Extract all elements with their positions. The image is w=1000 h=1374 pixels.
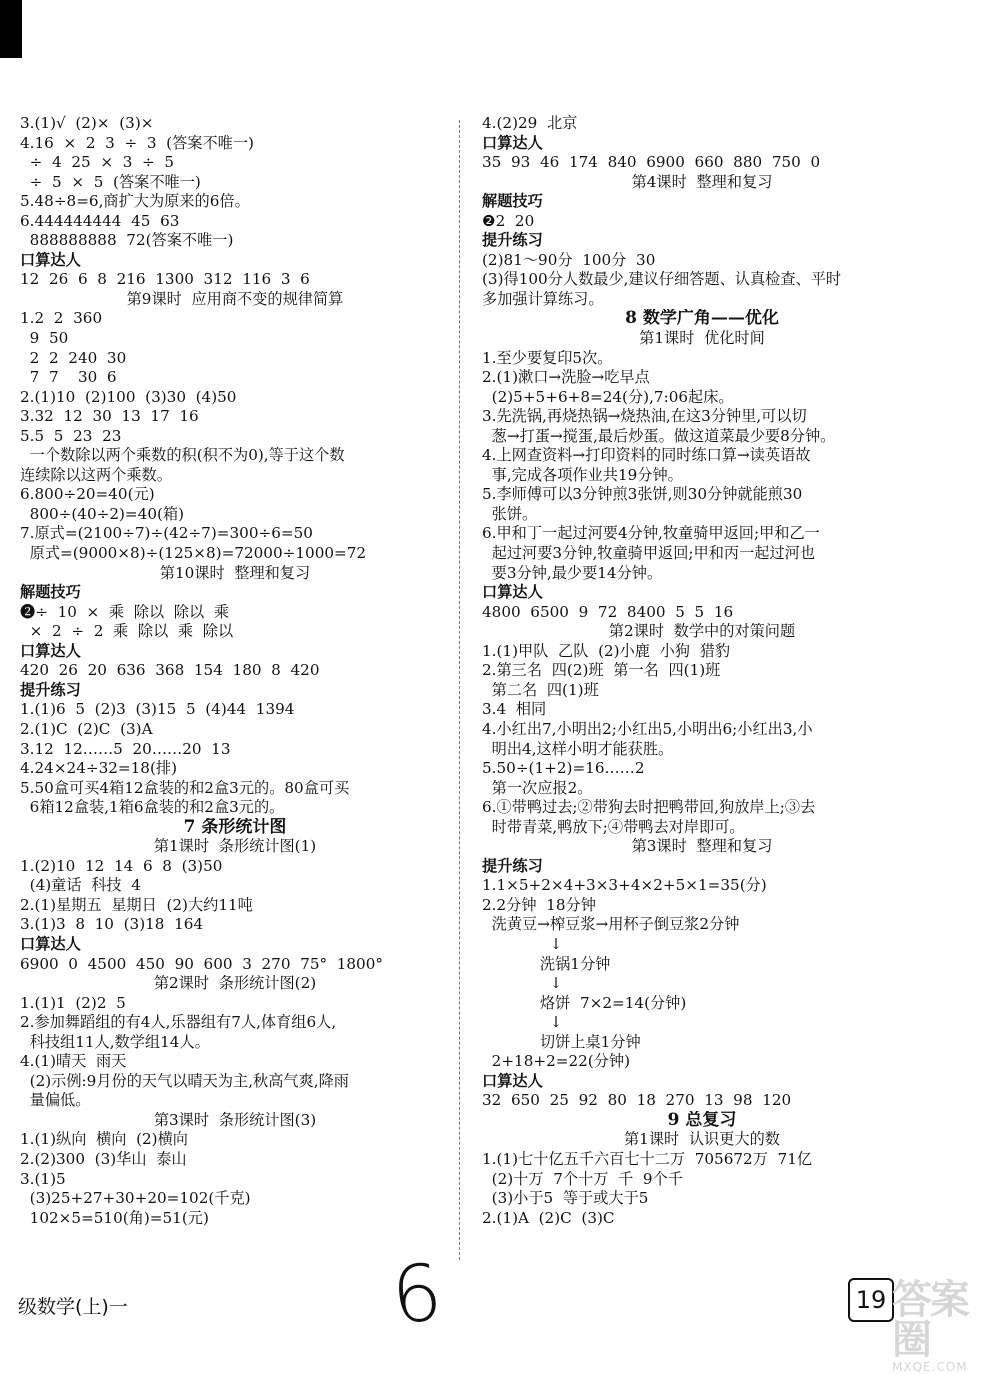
answer-line: 2.(1)10 (2)100 (3)30 (4)50: [20, 387, 237, 406]
answer-line: 连续除以这两个乘数。: [20, 465, 172, 484]
lesson-title: 第2课时 数学中的对策问题: [608, 622, 796, 641]
answer-line: 6箱12盒装,1箱6盒装的和2盒3元的。: [20, 798, 285, 817]
answer-line: 5.5 5 23 23: [20, 426, 122, 445]
answer-line: 2+18+2=22(分钟): [482, 1052, 631, 1071]
lesson-title: 第1课时 认识更大的数: [623, 1130, 780, 1149]
answer-line: 102×5=510(角)=51(元): [20, 1208, 209, 1227]
answer-line: 张饼。: [482, 504, 538, 523]
left-answer-column: [20, 114, 450, 1228]
answer-line: 要3分钟,最少要14分钟。: [482, 563, 663, 582]
answer-line: (3)得100分人数最少,建议仔细答题、认真检查、平时: [482, 270, 842, 289]
answer-line: 洗锅1分钟: [482, 954, 611, 973]
corner-mark: [0, 0, 22, 58]
answer-line: 2.参加舞蹈组的有4人,乐器组有7人,体育组6人,: [20, 1013, 337, 1032]
answer-line: 4.(1)晴天 雨天: [20, 1052, 127, 1071]
answer-line: 7.原式=(2100÷7)÷(42÷7)=300÷6=50: [20, 524, 313, 543]
answer-line: 4.(2)29 北京: [482, 114, 578, 132]
answer-line: (2)81～90分 100分 30: [482, 250, 656, 269]
watermark-url: MXQE.COM: [892, 1360, 968, 1374]
answer-line: 3.4 相同: [482, 700, 547, 719]
column-divider: [459, 120, 460, 1260]
answer-line: 2.(1)C (2)C (3)A: [20, 719, 153, 738]
answer-line: 1.(2)10 12 14 6 8 (3)50: [20, 856, 223, 875]
answer-line: 3.12 12……5 20……20 13: [20, 739, 231, 758]
answer-line: ↓: [482, 934, 563, 953]
answer-line: 葱→打蛋→搅蛋,最后炒蛋。做这道菜最少要8分钟。: [482, 426, 836, 445]
answer-line: 1.(1)甲队 乙队 (2)小鹿 小狗 猎豹: [482, 641, 731, 660]
answer-line: 9 50: [20, 329, 69, 348]
answer-line: 事,完成各项作业共19分钟。: [482, 465, 683, 484]
answer-line: 明出4,这样小明才能获胜。: [482, 739, 674, 758]
watermark-logo: [892, 1277, 996, 1374]
answer-line: 5.50÷(1+2)=16……2: [482, 759, 645, 778]
answer-line: 切饼上桌1分钟: [482, 1032, 641, 1051]
answer-line: 5.48÷8=6,商扩大为原来的6倍。: [20, 192, 250, 211]
answer-line: 3.(1)3 8 10 (3)18 164: [20, 915, 204, 934]
section-heading: 口算达人: [20, 250, 81, 269]
answer-line: 6.800÷20=40(元): [20, 485, 155, 504]
answer-line: 2.(1)A (2)C (3)C: [482, 1208, 615, 1227]
answer-line: 6900 0 4500 450 90 600 3 270 75° 1800°: [20, 954, 383, 973]
lesson-title: 第4课时 整理和复习: [631, 172, 773, 191]
section-heading: 口算达人: [20, 934, 81, 953]
answer-line: 4.24×24÷32=18(排): [20, 759, 178, 778]
answer-line: ÷ 5 × 5 (答案不唯一): [20, 172, 201, 191]
answer-line: 2.2分钟 18分钟: [482, 895, 596, 914]
section-heading: 口算达人: [482, 1071, 543, 1090]
answer-line: 32 650 25 92 80 18 270 13 98 120: [482, 1091, 792, 1110]
answer-line: 2.(1)星期五 星期日 (2)大约11吨: [20, 895, 253, 914]
answer-line: (2)示例:9月份的天气以晴天为主,秋高气爽,降雨: [20, 1071, 349, 1090]
answer-line: 1.(1)七十亿五千六百七十二万 705672万 71亿: [482, 1149, 813, 1168]
answer-line: 3.(1)5: [20, 1169, 66, 1188]
answer-line: 第二名 四(1)班: [482, 680, 599, 699]
answer-line: 1.(1)纵向 横向 (2)横向: [20, 1130, 188, 1149]
answer-line: 888888888 72(答案不唯一): [20, 231, 234, 250]
answer-line: 量偏低。: [20, 1091, 91, 1110]
answer-line: 12 26 6 8 216 1300 312 116 3 6: [20, 270, 310, 289]
answer-line: 时带青菜,鸭放下;④带鸭去对岸即可。: [482, 817, 745, 836]
section-heading: 解题技巧: [482, 192, 543, 211]
answer-line: 烙饼 7×2=14(分钟): [482, 993, 687, 1012]
answer-line: 5.李师傅可以3分钟煎3张饼,则30分钟就能煎30: [482, 485, 803, 504]
section-heading: 提升练习: [482, 231, 543, 250]
answer-line: 1.(1)1 (2)2 5: [20, 993, 126, 1012]
answer-line: 第一次应报2。: [482, 778, 593, 797]
answer-line: 多加强计算练习。: [482, 289, 604, 308]
lesson-title: 第1课时 优化时间: [639, 329, 765, 348]
answer-line: × 2 ÷ 2 乘 除以 乘 除以: [20, 622, 234, 641]
section-heading: 口算达人: [20, 641, 81, 660]
answer-line: 6.444444444 45 63: [20, 211, 180, 230]
answer-line: 35 93 46 174 840 6900 660 880 750 0: [482, 153, 821, 172]
answer-line: ❷2 20: [482, 211, 535, 230]
answer-line: 科技组11人,数学组14人。: [20, 1032, 210, 1051]
answer-line: 800÷(40÷2)=40(箱): [20, 504, 185, 523]
answer-line: (2)十万 7个十万 千 9个千: [482, 1169, 683, 1188]
footer-book-title: 级数学(上)一: [18, 1296, 128, 1318]
answer-line: 4800 6500 9 72 8400 5 5 16: [482, 602, 734, 621]
answer-line: 1.2 2 360: [20, 309, 103, 328]
lesson-title: 第2课时 条形统计图(2): [153, 974, 317, 993]
answer-line: 6.①带鸭过去;②带狗去时把鸭带回,狗放岸上;③去: [482, 798, 816, 817]
answer-line: 4.上网查资料→打印资料的同时练口算→读英语故: [482, 446, 811, 465]
answer-line: ↓: [482, 1013, 563, 1032]
answer-line: 7 7 30 6: [20, 368, 117, 387]
section-heading: 提升练习: [20, 680, 81, 699]
lesson-title: 第3课时 条形统计图(3): [153, 1110, 317, 1129]
unit-title: 8 数学广角——优化: [625, 309, 779, 329]
lesson-title: 第3课时 整理和复习: [631, 837, 773, 856]
answer-line: (4)童话 科技 4: [20, 876, 141, 895]
answer-line: 2.第三名 四(2)班 第一名 四(1)班: [482, 661, 721, 680]
answer-line: ❷÷ 10 × 乘 除以 除以 乘: [20, 602, 230, 621]
answer-line: (3)25+27+30+20=102(千克): [20, 1189, 251, 1208]
answer-line: 原式=(9000×8)÷(125×8)=72000÷1000=72: [20, 544, 367, 563]
unit-title: 7 条形统计图: [183, 817, 287, 837]
section-heading: 口算达人: [482, 583, 543, 602]
answer-line: 3.32 12 30 13 17 16: [20, 407, 199, 426]
answer-line: 1.(1)6 5 (2)3 (3)15 5 (4)44 1394: [20, 700, 295, 719]
answer-line: 洗黄豆→榨豆浆→用杯子倒豆浆2分钟: [482, 915, 740, 934]
answer-line: 6.甲和丁一起过河要4分钟,牧童骑甲返回;甲和乙一: [482, 524, 820, 543]
answer-line: 一个数除以两个乘数的积(积不为0),等于这个数: [20, 446, 345, 465]
answer-line: 5.50盒可买4箱12盒装的和2盒3元的。80盒可买: [20, 778, 350, 797]
answer-line: 4.小红出7,小明出2;小红出5,小明出6;小红出3,小: [482, 719, 813, 738]
unit-title: 9 总复习: [667, 1110, 737, 1130]
section-heading: 口算达人: [482, 133, 543, 152]
answer-line: ÷ 4 25 × 3 ÷ 5: [20, 153, 175, 172]
lesson-title: 第9课时 应用商不变的规律简算: [126, 289, 344, 308]
lesson-title: 第1课时 条形统计图(1): [153, 837, 317, 856]
answer-line: 1.至少要复印5次。: [482, 348, 613, 367]
lesson-title: 第10课时 整理和复习: [159, 563, 311, 582]
handwritten-mark: 6: [387, 1247, 447, 1343]
answer-line: 2.(1)漱口→洗脸→吃早点: [482, 368, 650, 387]
watermark-text: 答案圈: [892, 1277, 968, 1363]
answer-line: (3)小于5 等于或大于5: [482, 1189, 649, 1208]
answer-line: 2.(2)300 (3)华山 泰山: [20, 1149, 187, 1168]
right-answer-column: [482, 114, 922, 1228]
answer-line: 起过河要3分钟,牧童骑甲返回;甲和丙一起过河也: [482, 544, 816, 563]
answer-line: 3.先洗锅,再烧热锅→烧热油,在这3分钟里,可以切: [482, 407, 807, 426]
answer-line: (2)5+5+6+8=24(分),7:06起床。: [482, 387, 734, 406]
answer-line: 420 26 20 636 368 154 180 8 420: [20, 661, 320, 680]
section-heading: 提升练习: [482, 856, 543, 875]
section-heading: 解题技巧: [20, 583, 81, 602]
answer-line: ↓: [482, 974, 563, 993]
answer-line: 1.1×5+2×4+3×3+4×2+5×1=35(分): [482, 876, 767, 895]
answer-line: 4.16 × 2 3 ÷ 3 (答案不唯一): [20, 133, 254, 152]
answer-line: 3.(1)√ (2)× (3)×: [20, 114, 154, 132]
answer-line: 2 2 240 30: [20, 348, 127, 367]
page-number: 19: [848, 1278, 894, 1322]
